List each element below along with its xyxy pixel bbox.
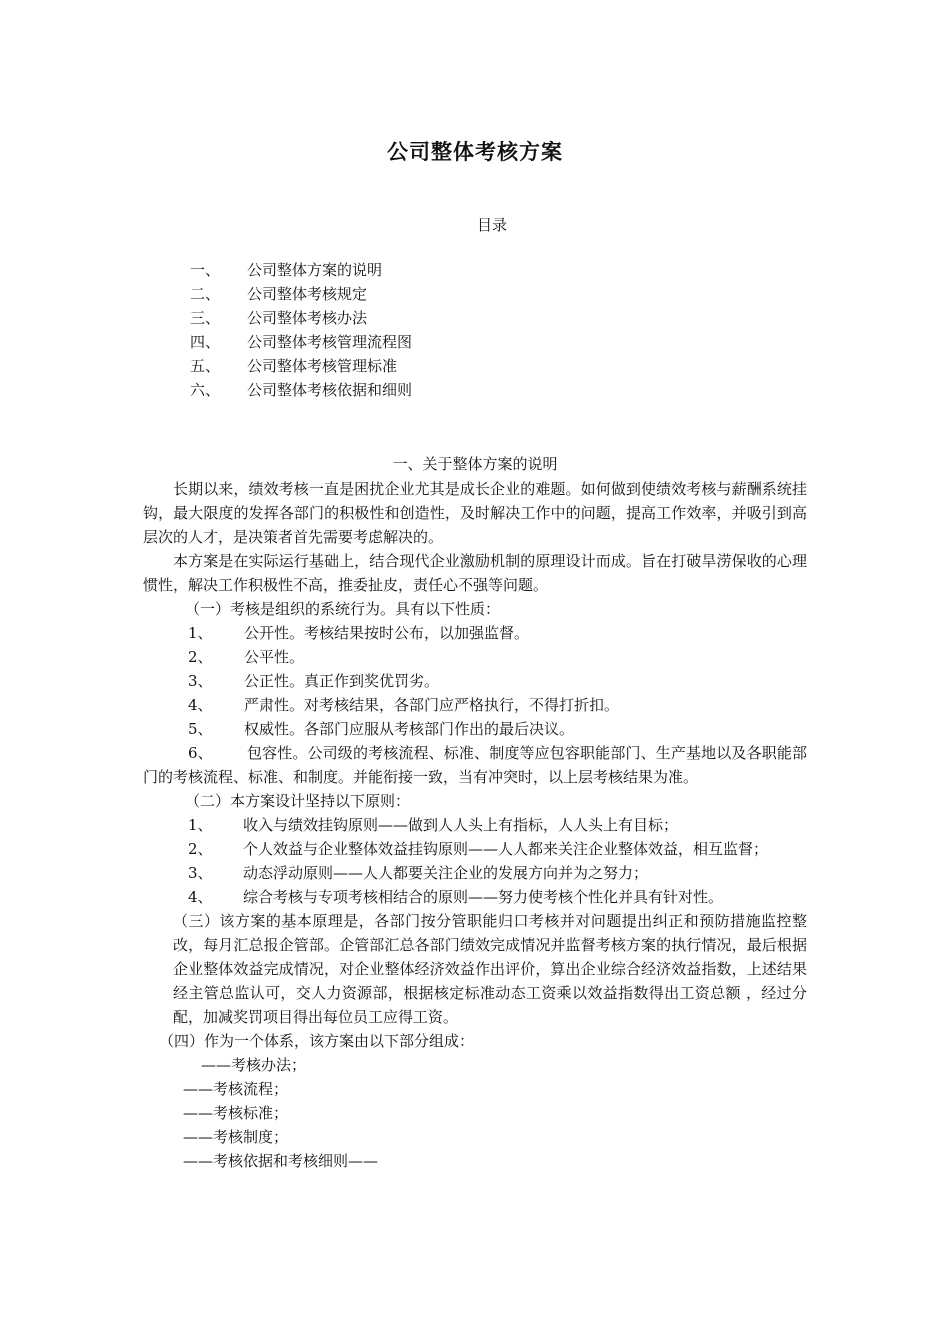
list-item-text: 权威性。各部门应服从考核部门作出的最后决议。: [244, 720, 575, 738]
toc-item-number: 六、: [190, 381, 221, 399]
list-item-number: 5、: [188, 720, 213, 738]
list-item-number: 3、: [188, 672, 213, 690]
list-item-number: 2、: [188, 648, 213, 666]
toc-heading: 目录: [476, 216, 507, 234]
toc-item-text: 公司整体考核规定: [247, 285, 368, 303]
list-item-number: 6、: [188, 744, 213, 762]
list-item: ——考核办法；: [201, 1056, 307, 1074]
paragraph-text: （三）该方案的基本原理是，各部门按分管职能归口考核并对问题提出纠正和预防措施监控整改，每月汇总报企管部。企管部汇总各部门绩效完成情况并监督考核方案的执行情况，最后根据企业整体效益完成情况，对企业整体经济效益作出评价，算出企业综合经济效益指数，上述结果经主管总监认可，交人力资源部，根据核定标准动态工资乘以效益指数得出工资总额 ，经过分配，加减奖罚项目得出每位员工应得工资。: [173, 912, 807, 1026]
list-item-text: 严肃性。对考核结果，各部门应严格执行，不得打折扣。: [244, 696, 620, 714]
toc-item-text: 公司整体考核管理标准: [247, 357, 398, 375]
paragraph: 本方案是在实际运行基础上，结合现代企业激励机制的原理设计而成。旨在打破旱涝保收的心理惯性，解决工作积极性不高，推委扯皮，责任心不强等问题。: [143, 552, 807, 594]
list-item: [143, 813, 807, 837]
subsection-heading: （一）考核是组织的系统行为。具有以下性质：: [185, 600, 501, 618]
list-item-text: 包容性。公司级的考核流程、标准、制度等应包容职能部门、生产基地以及各职能部门的考核流程、标准、和制度。并能衔接一致，当有冲突时，以上层考核结果为准。: [143, 744, 807, 786]
section-body: [143, 477, 807, 1173]
list-item: ——考核流程；: [183, 1080, 289, 1098]
list-item: [143, 741, 807, 789]
document-title: 公司整体考核方案: [387, 140, 563, 164]
list-item-text: 收入与绩效挂钩原则——做到人人头上有指标，人人头上有目标；: [243, 816, 679, 834]
toc-item-number: 一、: [190, 261, 221, 279]
list-item: [143, 885, 807, 909]
list-item-number: 1、: [188, 816, 213, 834]
paragraph: [143, 909, 807, 1029]
toc-item-number: 四、: [190, 333, 221, 351]
subsection-heading: （二）本方案设计坚持以下原则：: [185, 792, 411, 810]
list-item-text: 综合考核与专项考核相结合的原则——努力使考核个性化并具有针对性。: [243, 888, 724, 906]
list-item: [143, 693, 807, 717]
list-item: [143, 861, 807, 885]
toc-item-text: 公司整体考核依据和细则: [247, 381, 413, 399]
list-item: [143, 669, 807, 693]
list-item: ——考核依据和考核细则——: [183, 1152, 379, 1170]
list-item: ——考核标准；: [183, 1104, 289, 1122]
list-item: [143, 837, 807, 861]
paragraph: 长期以来，绩效考核一直是困扰企业尤其是成长企业的难题。如何做到使绩效考核与薪酬系统挂钩，最大限度的发挥各部门的积极性和创造性，及时解决工作中的问题，提高工作效率，并吸引到高层次的人才，是决策者首先需要考虑解决的。: [143, 480, 807, 546]
toc-item-text: 公司整体考核管理流程图: [247, 333, 413, 351]
toc-item-text: 公司整体考核办法: [247, 309, 368, 327]
list-item: [143, 717, 807, 741]
list-item: ——考核制度；: [183, 1128, 289, 1146]
list-item-text: 公正性。真正作到奖优罚劣。: [244, 672, 440, 690]
list-item: [143, 621, 807, 645]
toc-item-number: 五、: [190, 357, 221, 375]
list-item-number: 3、: [188, 864, 213, 882]
subsection-heading: （四）作为一个体系，该方案由以下部分组成：: [159, 1032, 475, 1050]
toc-item-number: 三、: [190, 309, 221, 327]
list-item-number: 4、: [188, 696, 213, 714]
list-item-text: 公平性。: [244, 648, 305, 666]
list-item-number: 1、: [188, 624, 213, 642]
list-item-number: 2、: [188, 840, 213, 858]
list-item-number: 4、: [188, 888, 213, 906]
list-item: [143, 645, 807, 669]
toc-item-text: 公司整体方案的说明: [247, 261, 383, 279]
toc-item-number: 二、: [190, 285, 221, 303]
list-item-text: 公开性。考核结果按时公布，以加强监督。: [244, 624, 530, 642]
list-item-text: 个人效益与企业整体效益挂钩原则——人人都来关注企业整体效益，相互监督；: [243, 840, 769, 858]
section-heading: 一、关于整体方案的说明: [392, 455, 558, 473]
list-item-text: 动态浮动原则——人人都要关注企业的发展方向并为之努力；: [243, 864, 649, 882]
